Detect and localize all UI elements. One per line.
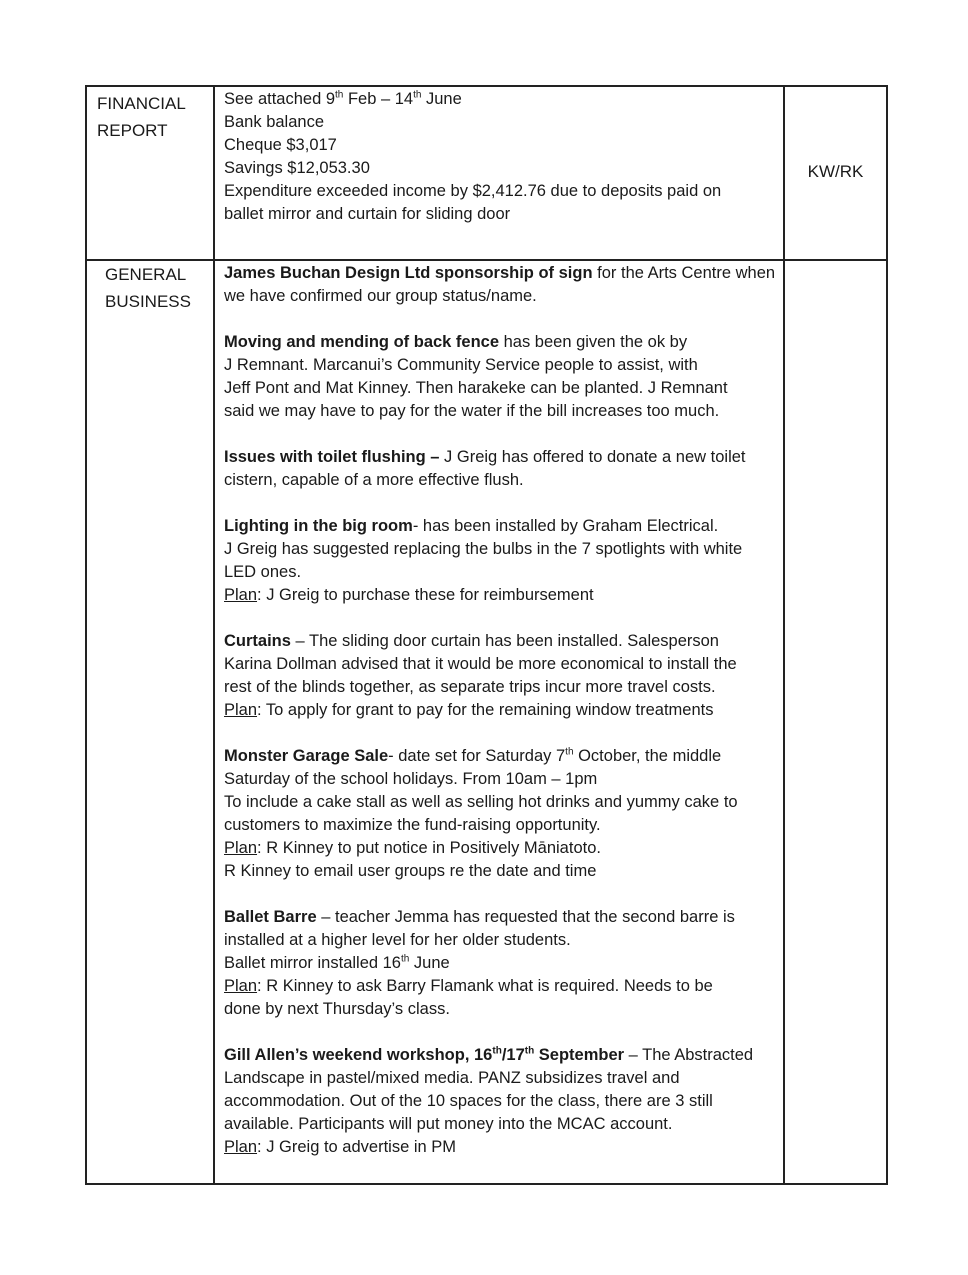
item-title: Curtains bbox=[224, 632, 291, 650]
plan-line: Plan: To apply for grant to pay for the remaining window treatments bbox=[224, 701, 714, 719]
content-cell bbox=[214, 86, 784, 260]
agenda-item-toilet: Issues with toilet flushing – J Greig has offered to donate a new toilet cistern, capable of a more effective flush. bbox=[224, 448, 746, 489]
agenda-item-garage-sale: Monster Garage Sale- date set for Saturday 7th October, the middle Saturday of the school holidays. From 10am – 1pm To include a cake stall as well as selling hot drinks and yummy cake to customers to maximize the fund-raising opportunity. Plan: R Kinney to put notice in Positively Māniatoto. R Kinney to email user groups re the date and time bbox=[224, 745, 777, 883]
item-title: James Buchan Design Ltd sponsorship of sign bbox=[224, 264, 593, 282]
agenda-item-curtains: Curtains – The sliding door curtain has been installed. Salesperson Karina Dollman advised that it would be more economical to install the rest of the blinds together, as separate trips incur more travel costs. Plan: To apply for grant to pay for the remaining window treatments bbox=[224, 630, 777, 722]
agenda-item-fence: Moving and mending of back fence has been given the ok by J Remnant. Marcanui’s Community Service people to assist, with Jeff Pont and Mat Kinney. Then harakeke can be planted. J Remnant said we may have to pay for the water if the bill increases too much. bbox=[224, 333, 728, 420]
general-content bbox=[215, 261, 783, 1159]
agenda-item-workshop: Gill Allen’s weekend workshop, 16th/17th September – The Abstracted Landscape in pastel/mixed media. PANZ subsidizes travel and accommodation. Out of the 10 spaces for the class, there are 3 still available. Participants will put money into the MCAC account. Plan: J Greig to advertise in PM bbox=[224, 1044, 777, 1159]
agenda-item-ballet-barre: Ballet Barre – teacher Jemma has requested that the second barre is installed at a higher level for her older students. Ballet mirror installed 16th June Plan: R Kinney to ask Barry Flamank what is required. Needs to be done by next Thursday’s class. bbox=[224, 906, 777, 1021]
item-title: Lighting in the big room bbox=[224, 517, 413, 535]
financial-line: Expenditure exceeded income by $2,412.76 due to deposits paid on bbox=[224, 182, 722, 200]
responsible-cell bbox=[784, 86, 887, 260]
general-business-row bbox=[86, 260, 887, 1184]
financial-report-row bbox=[86, 86, 887, 260]
section-cell bbox=[86, 260, 214, 1184]
item-title: Ballet Barre bbox=[224, 908, 317, 926]
responsible-initials: KW/RK bbox=[807, 162, 864, 181]
financial-line: Savings $12,053.30 bbox=[224, 159, 370, 177]
plan-line: Plan: R Kinney to put notice in Positively Māniatoto. bbox=[224, 839, 601, 857]
financial-content bbox=[215, 87, 783, 226]
responsible-initials bbox=[785, 261, 886, 336]
item-title: Gill Allen’s weekend workshop, 16th/17th September bbox=[224, 1045, 625, 1064]
section-title: GENERAL BUSINESS bbox=[105, 265, 191, 311]
item-title: Issues with toilet flushing – bbox=[224, 448, 440, 466]
financial-line: Bank balance bbox=[224, 113, 324, 131]
responsible-cell bbox=[784, 260, 887, 1184]
item-title: Moving and mending of back fence bbox=[224, 333, 500, 351]
financial-line: Cheque $3,017 bbox=[224, 136, 337, 154]
agenda-item-sign: James Buchan Design Ltd sponsorship of sign for the Arts Centre when we have confirmed our group status/name. bbox=[224, 264, 776, 305]
content-cell bbox=[214, 260, 784, 1184]
item-title: Monster Garage Sale bbox=[224, 747, 389, 765]
plan-line: Plan: J Greig to purchase these for reimbursement bbox=[224, 586, 594, 604]
plan-line: Plan: R Kinney to ask Barry Flamank what is required. Needs to be bbox=[224, 977, 713, 995]
section-title: FINANCIAL REPORT bbox=[97, 94, 186, 140]
plan-line: Plan: J Greig to advertise in PM bbox=[224, 1138, 457, 1156]
minutes-table bbox=[85, 85, 888, 1185]
financial-line: ballet mirror and curtain for sliding door bbox=[224, 205, 511, 223]
section-cell bbox=[86, 86, 214, 260]
attached-line: See attached 9th Feb – 14th June bbox=[224, 89, 462, 108]
agenda-item-lighting: Lighting in the big room- has been installed by Graham Electrical. J Greig has suggested replacing the bulbs in the 7 spotlights with white LED ones. Plan: J Greig to purchase these for reimbursement bbox=[224, 515, 777, 607]
